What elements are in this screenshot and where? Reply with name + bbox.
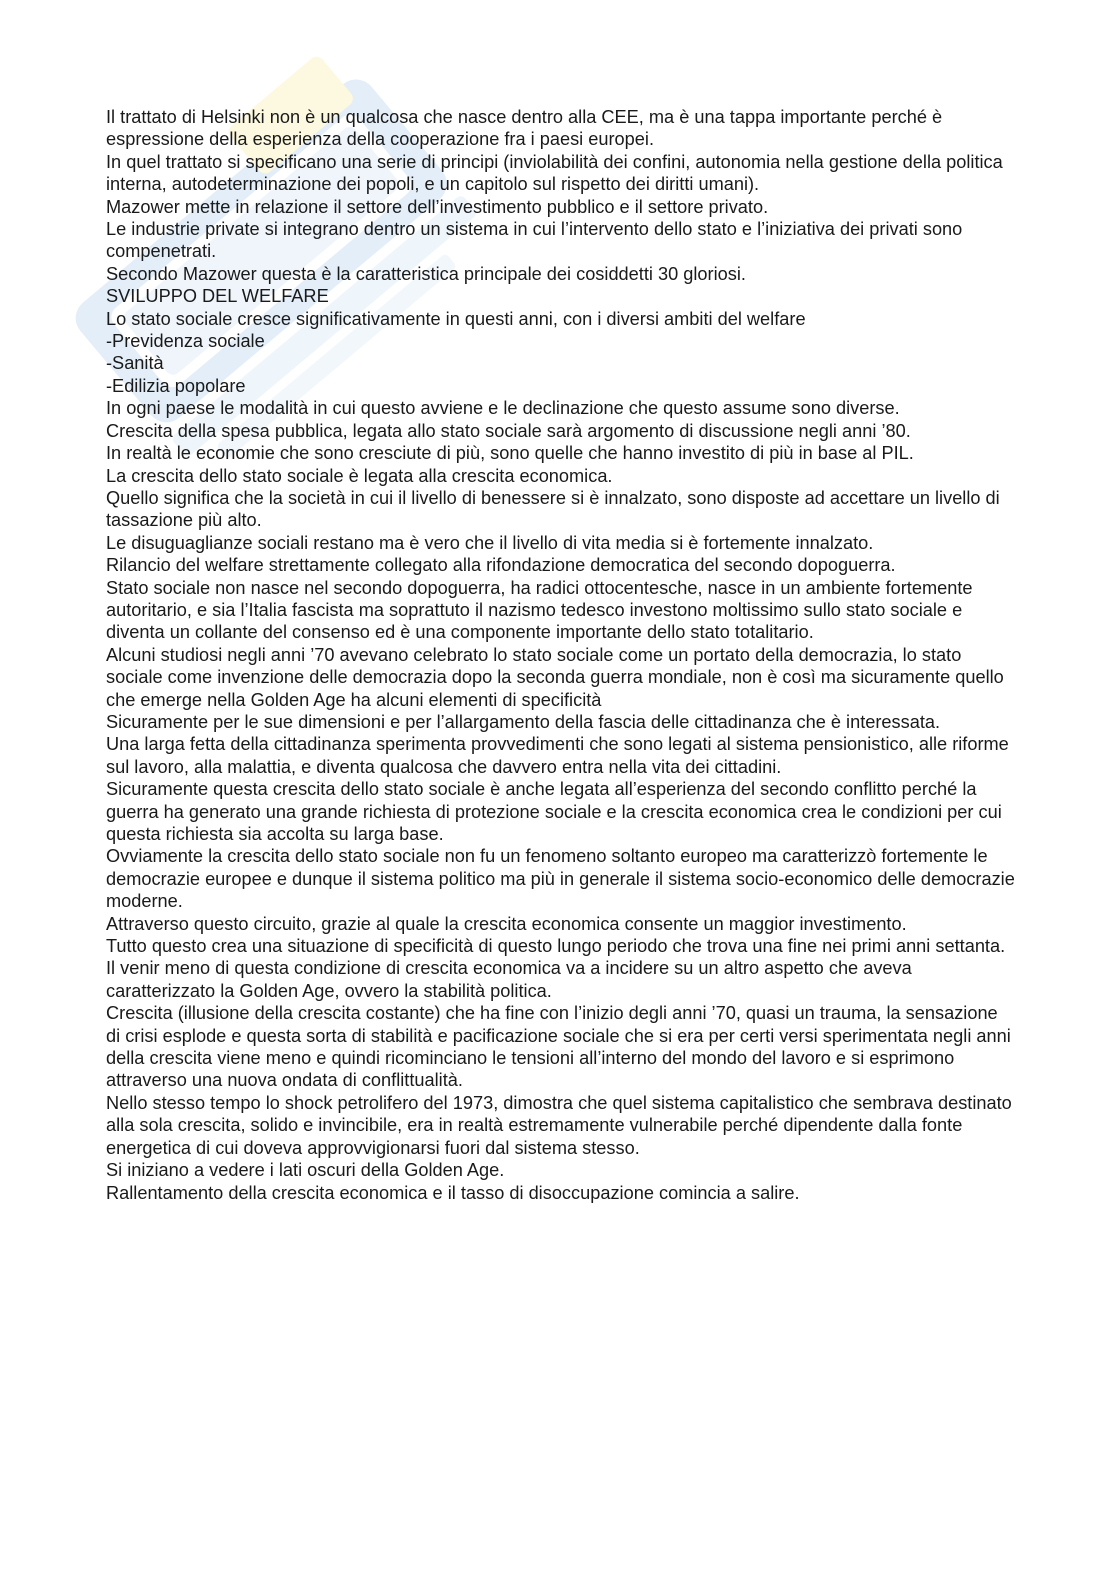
paragraph: -Sanità bbox=[106, 353, 164, 374]
paragraph: Quello significa che la società in cui il livello di benessere si è innalzato, sono disposte ad accettare un livello di tassazione più alto. bbox=[106, 487, 1000, 531]
paragraph: Tutto questo crea una situazione di specificità di questo lungo periodo che trova una fine nei primi anni settanta. bbox=[106, 936, 1006, 957]
paragraph: In realtà le economie che sono cresciute di più, sono quelle che hanno investito di più in base al PIL. bbox=[106, 443, 914, 464]
paragraph: In ogni paese le modalità in cui questo avviene e le declinazione che questo assume sono diverse. bbox=[106, 398, 900, 419]
paragraph: Le industrie private si integrano dentro un sistema in cui l’intervento dello stato e l’iniziativa dei privati sono compenetrati. bbox=[106, 219, 963, 262]
paragraph: Rilancio del welfare strettamente collegato alla rifondazione democratica del secondo dopoguerra. bbox=[106, 555, 896, 576]
paragraph: Mazower mette in relazione il settore dell’investimento pubblico e il settore privato. bbox=[106, 196, 769, 217]
paragraph: SVILUPPO DEL WELFARE bbox=[106, 286, 329, 307]
paragraph: Il venir meno di questa condizione di crescita economica va a incidere su un altro aspetto che aveva caratterizzato la Golden Age, ovvero la stabilità politica. bbox=[106, 958, 912, 1001]
paragraph: Crescita (illusione della crescita costante) che ha fine con l’inizio degli anni ’70, quasi un trauma, la sensazione di crisi esplode e questa sorta di stabilità e pacificazione sociale che si era per certi versi sperimentata negli anni della crescita viene meno e quindi ricominciano le tensioni all’interno del mondo del lavoro e si esprimono attraverso una nuova ondata di conflittualità. bbox=[106, 1003, 1011, 1091]
paragraph: Sicuramente per le sue dimensioni e per l’allargamento della fascia delle cittadinanza che è interessata. bbox=[106, 711, 941, 732]
paragraph: Nello stesso tempo lo shock petrolifero del 1973, dimostra che quel sistema capitalistico che sembrava destinato alla sola crescita, solido e invincibile, era in realtà estremamente vulnerabile perché dipendente dalla fonte energetica di cui doveva approvvigionarsi fuori dal sistema stesso. bbox=[106, 1092, 1012, 1158]
paragraph: In quel trattato si specificano una serie di principi (inviolabilità dei confini, autonomia nella gestione della politica interna, autodeterminazione dei popoli, e un capitolo sul rispetto dei diritti umani). bbox=[106, 151, 1003, 195]
paragraph: Lo stato sociale cresce significativamente in questi anni, con i diversi ambiti del welfare bbox=[106, 308, 806, 329]
paragraph: Ovviamente la crescita dello stato sociale non fu un fenomeno soltanto europeo ma caratterizzò fortemente le democrazie europee e dunque il sistema politico ma più in generale il sistema socio-economico delle democrazie moderne. bbox=[106, 846, 1015, 912]
paragraph: Sicuramente questa crescita dello stato sociale è anche legata all’esperienza del secondo conflitto perché la guerra ha generato una grande richiesta di protezione sociale e la crescita economica crea le condizioni per cui questa richiesta sia accolta su larga base. bbox=[106, 779, 1002, 844]
paragraph: Si iniziano a vedere i lati oscuri della Golden Age. bbox=[106, 1160, 505, 1181]
paragraph: Crescita della spesa pubblica, legata allo stato sociale sarà argomento di discussione negli anni ’80. bbox=[106, 420, 911, 441]
paragraph: Secondo Mazower questa è la caratteristica principale dei cosiddetti 30 gloriosi. bbox=[106, 263, 746, 284]
paragraph: Alcuni studiosi negli anni ’70 avevano celebrato lo stato sociale come un portato della democrazia, lo stato sociale come invenzione delle democrazia dopo la seconda guerra mondiale, non è così ma sicuramente quello che emerge nella Golden Age ha alcuni elementi di specificità bbox=[106, 644, 1004, 710]
document-body bbox=[106, 106, 1016, 1204]
paragraph: Il trattato di Helsinki non è un qualcosa che nasce dentro alla CEE, ma è una tappa importante perché è espressione della esperienza della cooperazione fra i paesi europei. bbox=[106, 107, 943, 150]
paragraph: Una larga fetta della cittadinanza sperimenta provvedimenti che sono legati al sistema pensionistico, alle riforme sul lavoro, alla malattia, e diventa qualcosa che davvero entra nella vita dei cittadini. bbox=[106, 734, 1009, 777]
paragraph: -Previdenza sociale bbox=[106, 331, 265, 352]
paragraph: Rallentamento della crescita economica e il tasso di disoccupazione comincia a salire. bbox=[106, 1182, 800, 1203]
paragraph: La crescita dello stato sociale è legata alla crescita economica. bbox=[106, 465, 613, 486]
paragraph: Le disuguaglianze sociali restano ma è vero che il livello di vita media si è fortemente innalzato. bbox=[106, 532, 874, 553]
paragraph: -Edilizia popolare bbox=[106, 375, 246, 396]
paragraph: Attraverso questo circuito, grazie al quale la crescita economica consente un maggior investimento. bbox=[106, 913, 907, 934]
paragraph: Stato sociale non nasce nel secondo dopoguerra, ha radici ottocentesche, nasce in un ambiente fortemente autoritario, e sia l’Italia fascista ma soprattuto il nazismo tedesco investono moltissimo sullo stato sociale e diventa un collante del consenso ed è una componente importante dello stato totalitario. bbox=[106, 577, 973, 643]
